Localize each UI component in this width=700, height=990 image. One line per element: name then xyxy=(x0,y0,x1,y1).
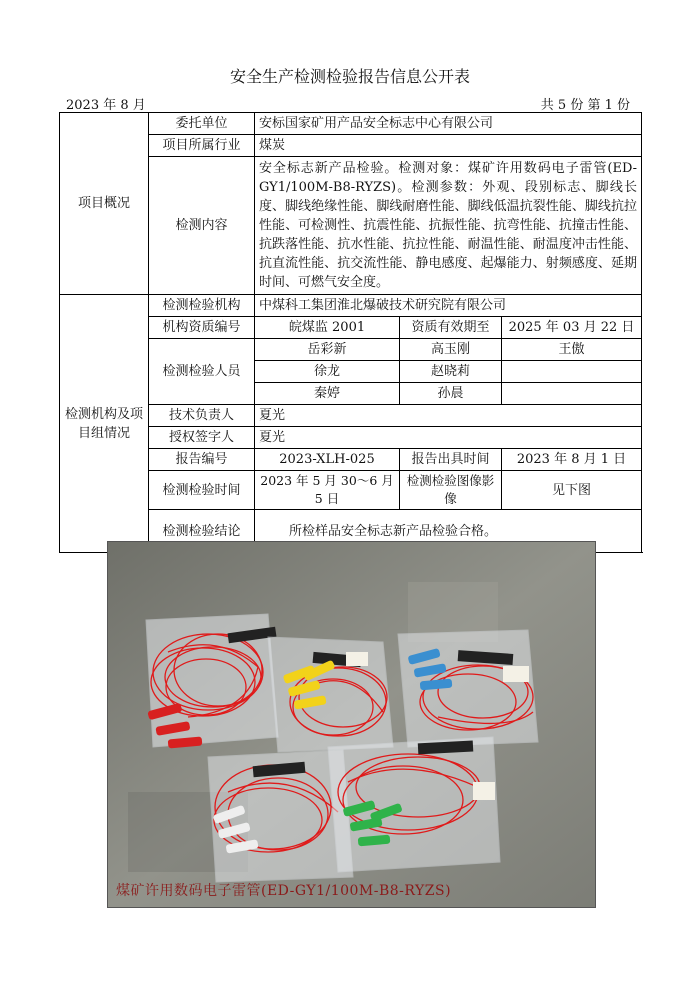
photo-caption: 煤矿许用数码电子雷管(ED-GY1/100M-B8-RYZS) xyxy=(116,883,452,899)
image-label: 检测检验图像影像 xyxy=(400,471,502,510)
page-count: 共 5 份 第 1 份 xyxy=(540,98,630,113)
page-title: 安全生产检测检验报告信息公开表 xyxy=(229,67,470,86)
institution-label: 检测检验机构 xyxy=(149,295,255,317)
qualification-value: 皖煤监 2001 xyxy=(255,317,400,339)
client-value: 安标国家矿用产品安全标志中心有限公司 xyxy=(255,113,642,135)
issue-date-value: 2023 年 8 月 1 日 xyxy=(502,449,642,471)
institution-value: 中煤科工集团淮北爆破技术研究院有限公司 xyxy=(255,295,642,317)
industry-label: 项目所属行业 xyxy=(149,135,255,157)
signer-value: 夏光 xyxy=(255,427,642,449)
staff-label: 检测检验人员 xyxy=(149,339,255,405)
report-date: 2023 年 8 月 xyxy=(66,98,146,113)
staff-name: 徐龙 xyxy=(255,361,400,383)
report-number-value: 2023-XLH-025 xyxy=(255,449,400,471)
staff-name: 孙晨 xyxy=(400,383,502,405)
report-number-label: 报告编号 xyxy=(149,449,255,471)
staff-name: 赵晓莉 xyxy=(400,361,502,383)
staff-name: 王傲 xyxy=(502,339,642,361)
product-photo-image xyxy=(108,542,595,907)
image-value: 见下图 xyxy=(502,471,642,510)
content-value: 安全标志新产品检验。检测对象：煤矿许用数码电子雷管(ED-GY1/100M-B8-RYZS)。检测参数：外观、段别标志、脚线长度、脚线绝缘性能、脚线耐磨性能、脚线低温抗裂性能、脚线抗拉性能、可检测性、抗震性能、抗振性能、抗弯性能、抗撞击性能、抗跌落性能、抗水性能、抗拉性能、耐温性能、耐温度冲击性能、抗直流性能、抗交流性能、静电感度、起爆能力、射频感度、延期时间、可燃气安全度。 xyxy=(255,157,642,295)
staff-name: 岳彩新 xyxy=(255,339,400,361)
tech-lead-value: 夏光 xyxy=(255,405,642,427)
detonator-bag-green xyxy=(328,737,500,872)
product-photo xyxy=(107,541,596,908)
validity-label: 资质有效期至 xyxy=(400,317,502,339)
tech-lead-label: 技术负责人 xyxy=(149,405,255,427)
validity-value: 2025 年 03 月 22 日 xyxy=(502,317,642,339)
staff-name xyxy=(502,383,642,405)
client-label: 委托单位 xyxy=(149,113,255,135)
content-label: 检测内容 xyxy=(149,157,255,295)
issue-date-label: 报告出具时间 xyxy=(400,449,502,471)
test-time-value: 2023 年 5 月 30～6 月 5 日 xyxy=(255,471,400,510)
report-table xyxy=(59,112,642,553)
detonator-bag-blue xyxy=(398,630,538,747)
org-section-label: 检测机构及项目组情况 xyxy=(60,295,149,553)
staff-name: 秦婷 xyxy=(255,383,400,405)
industry-value: 煤炭 xyxy=(255,135,642,157)
overview-section-label: 项目概况 xyxy=(60,113,149,295)
conclusion-value: 所检样品安全标志新产品检验合格。 xyxy=(255,510,642,553)
detonator-bag-yellow xyxy=(268,637,393,752)
staff-name: 高玉刚 xyxy=(400,339,502,361)
qualification-label: 机构资质编号 xyxy=(149,317,255,339)
signer-label: 授权签字人 xyxy=(149,427,255,449)
staff-name xyxy=(502,361,642,383)
test-time-label: 检测检验时间 xyxy=(149,471,255,510)
conclusion-label: 检测检验结论 xyxy=(149,510,255,553)
detonator-bag-red xyxy=(146,614,278,748)
